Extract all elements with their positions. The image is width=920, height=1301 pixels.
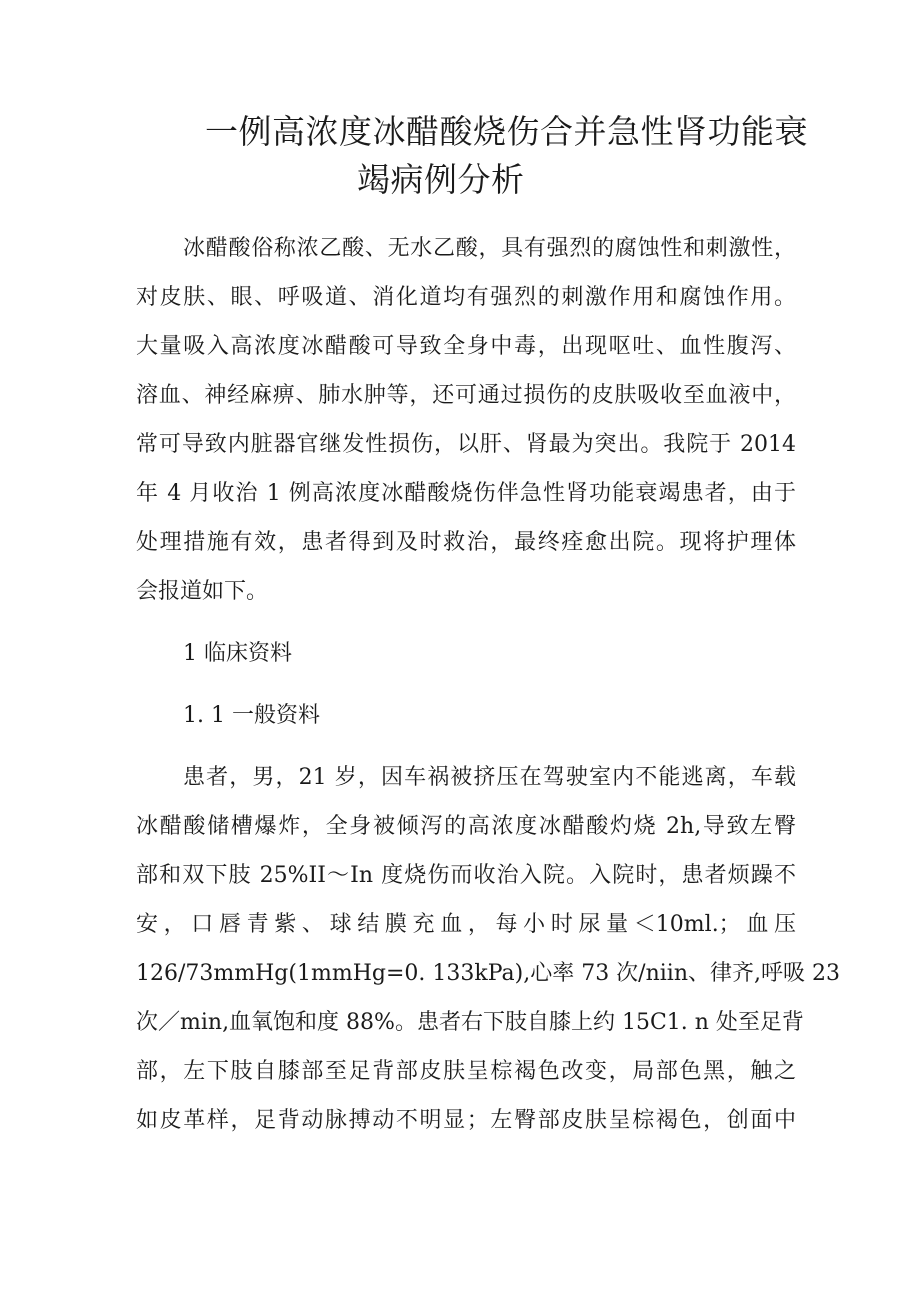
case-line: 部和双下肢 25%II～In 度烧伤而收治入院。入院时，患者烦躁不 (136, 863, 796, 888)
case-line: 患者，男，21 岁，因车祸被挤压在驾驶室内不能逃离，车载 (183, 765, 796, 790)
case-line: 安，口唇青紫、球结膜充血，每小时尿量＜10ml.；血压 (136, 912, 796, 937)
section-heading: 1 临床资料 (183, 641, 292, 666)
intro-line: 处理措施有效，患者得到及时救治，最终痊愈出院。现将护理体 (136, 530, 796, 555)
case-line: 冰醋酸储槽爆炸，全身被倾泻的高浓度冰醋酸灼烧 2h,导致左臀 (136, 814, 796, 839)
intro-line: 会报道如下。 (136, 579, 269, 604)
intro-line: 年 4 月收治 1 例高浓度冰醋酸烧伤伴急性肾功能衰竭患者，由于 (136, 481, 796, 506)
intro-line: 对皮肤、眼、呼吸道、消化道均有强烈的刺激作用和腐蚀作用。 (136, 285, 796, 310)
document-title (205, 108, 808, 204)
subsection-heading: 1. 1 一般资料 (183, 703, 320, 728)
intro-line: 大量吸入高浓度冰醋酸可导致全身中毒，出现呕吐、血性腹泻、 (136, 334, 796, 359)
case-line: 126/73mmHg(1mmHg=0. 133kPa),心率 73 次/niin、律齐,呼吸 23 (136, 961, 840, 986)
intro-line: 常可导致内脏器官继发性损伤，以肝、肾最为突出。我院于 2014 (136, 432, 796, 457)
intro-line: 冰醋酸俗称浓乙酸、无水乙酸，具有强烈的腐蚀性和刺激性， (183, 236, 796, 261)
case-line: 次／min,血氧饱和度 88%。患者右下肢自膝上约 15C1. n 处至足背 (136, 1010, 804, 1035)
intro-line: 溶血、神经麻痹、肺水肿等，还可通过损伤的皮肤吸收至血液中， (136, 383, 796, 408)
case-line: 如皮革样，足背动脉搏动不明显；左臀部皮肤呈棕褐色，创面中 (136, 1108, 796, 1133)
case-line: 部，左下肢自膝部至足背部皮肤呈棕褐色改变，局部色黑，触之 (136, 1059, 796, 1084)
title-line-1: 一例高浓度冰醋酸烧伤合并急性肾功能衰 (205, 112, 808, 151)
title-line-2: 竭病例分析 (357, 160, 525, 199)
